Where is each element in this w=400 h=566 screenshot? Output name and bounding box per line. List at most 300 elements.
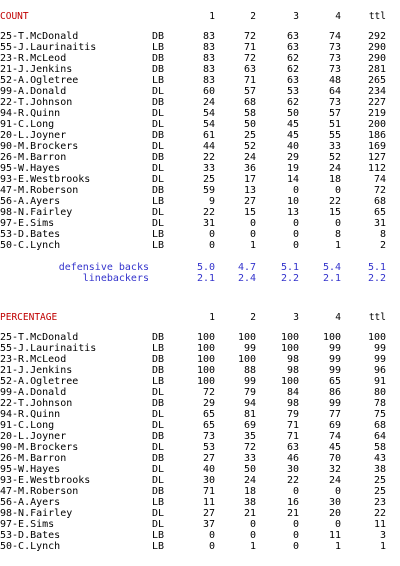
cell-value: 40 (202, 464, 215, 475)
cell-value: 24 (202, 97, 215, 108)
player-name: 90-M.Brockers (0, 141, 79, 152)
cell-value: 50 (243, 119, 256, 130)
cell-value: 100 (237, 354, 256, 365)
position: DL (152, 475, 165, 486)
cell-value: 71 (202, 486, 215, 497)
table-row (0, 64, 400, 75)
cell-value: 30 (286, 464, 299, 475)
cell-value: 265 (367, 75, 386, 86)
cell-value: 72 (243, 31, 256, 42)
cell-value: 15 (328, 207, 341, 218)
cell-value: 99 (373, 343, 386, 354)
cell-value: 0 (292, 218, 299, 229)
player-name: 25-T.McDonald (0, 332, 79, 343)
cell-value: 0 (208, 530, 215, 541)
position: DL (152, 163, 165, 174)
player-name: 99-A.Donald (0, 86, 67, 97)
cell-value: 71 (243, 42, 256, 53)
player-name: 26-M.Barron (0, 152, 67, 163)
table-row (0, 497, 400, 508)
position: LB (152, 376, 165, 387)
cell-value: 40 (286, 141, 299, 152)
position: DL (152, 218, 165, 229)
cell-value: 0 (249, 530, 256, 541)
cell-value: 22 (202, 207, 215, 218)
cell-value: 71 (243, 75, 256, 86)
cell-value: 83 (202, 31, 215, 42)
player-name: 50-C.Lynch (0, 240, 61, 251)
cell-value: 45 (286, 119, 299, 130)
cell-value: 8 (379, 229, 386, 240)
cell-value: 9 (208, 196, 215, 207)
cell-value: 0 (249, 218, 256, 229)
cell-value: 71 (286, 431, 299, 442)
cell-value: 23 (373, 497, 386, 508)
position: LB (152, 497, 165, 508)
cell-value: 54 (202, 119, 215, 130)
table-row (0, 365, 400, 376)
cell-value: 0 (292, 185, 299, 196)
cell-value: 73 (328, 53, 341, 64)
player-name: 98-N.Fairley (0, 508, 73, 519)
cell-value: 18 (243, 486, 256, 497)
player-name: 20-L.Joyner (0, 130, 67, 141)
position: LB (152, 229, 165, 240)
table-row (0, 343, 400, 354)
cell-value: 2 (379, 240, 386, 251)
position: DB (152, 365, 165, 376)
cell-value: 38 (243, 497, 256, 508)
cell-value: 65 (328, 376, 341, 387)
cell-value: 53 (202, 442, 215, 453)
table-row (0, 119, 400, 130)
position: DB (152, 130, 165, 141)
cell-value: 33 (243, 453, 256, 464)
cell-value: 83 (202, 64, 215, 75)
cell-value: 0 (208, 229, 215, 240)
cell-value: 24 (243, 475, 256, 486)
player-name: 22-T.Johnson (0, 398, 73, 409)
cell-value: 0 (292, 486, 299, 497)
cell-value: 84 (286, 387, 299, 398)
cell-value: 74 (373, 174, 386, 185)
player-name: 25-T.McDonald (0, 31, 79, 42)
cell-value: 30 (202, 475, 215, 486)
cell-value: 38 (373, 464, 386, 475)
cell-value: 68 (373, 420, 386, 431)
cell-value: 65 (202, 420, 215, 431)
table-row (0, 31, 400, 42)
cell-value: 234 (367, 86, 386, 97)
cell-value: 61 (202, 130, 215, 141)
player-name: 23-R.McLeod (0, 53, 67, 64)
cell-value: 57 (243, 86, 256, 97)
position: LB (152, 530, 165, 541)
column-header: 4 (335, 312, 341, 323)
average-value: 2.1 (322, 273, 341, 284)
table-row (0, 453, 400, 464)
player-name: 55-J.Laurinaitis (0, 42, 97, 53)
cell-value: 98 (286, 365, 299, 376)
cell-value: 72 (243, 53, 256, 64)
cell-value: 99 (328, 398, 341, 409)
table-row (0, 376, 400, 387)
cell-value: 68 (243, 97, 256, 108)
table-row (0, 486, 400, 497)
table-row (0, 464, 400, 475)
cell-value: 11 (328, 530, 341, 541)
cell-value: 100 (367, 332, 386, 343)
cell-value: 83 (202, 75, 215, 86)
cell-value: 0 (292, 240, 299, 251)
cell-value: 52 (243, 141, 256, 152)
cell-value: 1 (249, 541, 256, 552)
average-value: 5.1 (367, 262, 386, 273)
cell-value: 63 (243, 64, 256, 75)
player-name: 99-A.Donald (0, 387, 67, 398)
average-value: 2.2 (367, 273, 386, 284)
position: DB (152, 152, 165, 163)
cell-value: 0 (334, 185, 341, 196)
cell-value: 22 (328, 196, 341, 207)
cell-value: 68 (373, 196, 386, 207)
player-name: 93-E.Westbrooks (0, 174, 91, 185)
position: DB (152, 431, 165, 442)
cell-value: 27 (202, 453, 215, 464)
cell-value: 1 (334, 240, 341, 251)
table-row (0, 240, 400, 251)
cell-value: 8 (334, 229, 341, 240)
cell-value: 29 (286, 152, 299, 163)
cell-value: 22 (373, 508, 386, 519)
cell-value: 16 (286, 497, 299, 508)
cell-value: 57 (328, 108, 341, 119)
cell-value: 33 (328, 141, 341, 152)
percentage-title: PERCENTAGE (0, 312, 58, 323)
cell-value: 99 (328, 354, 341, 365)
cell-value: 44 (202, 141, 215, 152)
cell-value: 43 (373, 453, 386, 464)
cell-value: 18 (328, 174, 341, 185)
table-row (0, 174, 400, 185)
cell-value: 31 (373, 218, 386, 229)
position: LB (152, 240, 165, 251)
count-title: COUNT (0, 11, 29, 22)
count-header (0, 10, 400, 23)
cell-value: 0 (292, 229, 299, 240)
table-row (0, 541, 400, 552)
player-name: 21-J.Jenkins (0, 64, 73, 75)
cell-value: 10 (286, 196, 299, 207)
cell-value: 91 (373, 376, 386, 387)
table-row (0, 141, 400, 152)
cell-value: 81 (243, 409, 256, 420)
cell-value: 45 (286, 130, 299, 141)
position: DB (152, 53, 165, 64)
table-row (0, 75, 400, 86)
cell-value: 100 (237, 332, 256, 343)
cell-value: 1 (249, 240, 256, 251)
cell-value: 100 (196, 343, 215, 354)
player-name: 53-D.Bates (0, 530, 61, 541)
cell-value: 100 (280, 376, 299, 387)
position: DB (152, 486, 165, 497)
cell-value: 112 (367, 163, 386, 174)
position: DB (152, 354, 165, 365)
cell-value: 99 (243, 343, 256, 354)
cell-value: 99 (328, 365, 341, 376)
cell-value: 62 (286, 53, 299, 64)
cell-value: 54 (202, 108, 215, 119)
cell-value: 70 (328, 453, 341, 464)
cell-value: 73 (328, 64, 341, 75)
cell-value: 33 (202, 163, 215, 174)
cell-value: 100 (280, 343, 299, 354)
player-name: 91-C.Long (0, 420, 55, 431)
table-row (0, 97, 400, 108)
average-value: 4.7 (237, 262, 256, 273)
player-name: 47-M.Roberson (0, 185, 79, 196)
cell-value: 51 (328, 119, 341, 130)
cell-value: 58 (373, 442, 386, 453)
cell-value: 72 (243, 442, 256, 453)
table-row (0, 332, 400, 343)
cell-value: 0 (292, 519, 299, 530)
position: DB (152, 185, 165, 196)
player-name: 90-M.Brockers (0, 442, 79, 453)
position: DB (152, 332, 165, 343)
position: DL (152, 86, 165, 97)
cell-value: 88 (243, 365, 256, 376)
cell-value: 98 (286, 398, 299, 409)
position: DB (152, 453, 165, 464)
cell-value: 73 (328, 42, 341, 53)
cell-value: 72 (202, 387, 215, 398)
cell-value: 0 (208, 541, 215, 552)
cell-value: 21 (243, 508, 256, 519)
cell-value: 27 (202, 508, 215, 519)
cell-value: 59 (202, 185, 215, 196)
table-row (0, 130, 400, 141)
average-value: 5.1 (280, 262, 299, 273)
cell-value: 1 (334, 541, 341, 552)
position: LB (152, 541, 165, 552)
cell-value: 100 (196, 365, 215, 376)
cell-value: 100 (196, 354, 215, 365)
player-name: 91-C.Long (0, 119, 55, 130)
cell-value: 14 (286, 174, 299, 185)
cell-value: 74 (328, 31, 341, 42)
cell-value: 24 (328, 163, 341, 174)
cell-value: 72 (373, 185, 386, 196)
cell-value: 30 (328, 497, 341, 508)
player-name: 97-E.Sims (0, 519, 55, 530)
player-name: 56-A.Ayers (0, 497, 61, 508)
average-value: 2.2 (280, 273, 299, 284)
cell-value: 36 (243, 163, 256, 174)
cell-value: 31 (202, 218, 215, 229)
cell-value: 73 (328, 97, 341, 108)
cell-value: 29 (202, 398, 215, 409)
cell-value: 127 (367, 152, 386, 163)
column-header: 1 (209, 11, 215, 22)
player-name: 53-D.Bates (0, 229, 61, 240)
position: DB (152, 31, 165, 42)
cell-value: 64 (373, 431, 386, 442)
cell-value: 69 (328, 420, 341, 431)
cell-value: 13 (286, 207, 299, 218)
table-row (0, 409, 400, 420)
table-row (0, 387, 400, 398)
count-section (0, 10, 400, 284)
cell-value: 99 (373, 354, 386, 365)
position: DL (152, 108, 165, 119)
position: DL (152, 174, 165, 185)
cell-value: 71 (286, 420, 299, 431)
player-name: 21-J.Jenkins (0, 365, 73, 376)
column-header: ttl (368, 312, 386, 323)
cell-value: 25 (243, 130, 256, 141)
table-row (0, 86, 400, 97)
table-row (0, 53, 400, 64)
cell-value: 83 (202, 53, 215, 64)
average-row (0, 273, 400, 284)
position: DL (152, 464, 165, 475)
position: LB (152, 343, 165, 354)
position: DB (152, 398, 165, 409)
table-row (0, 229, 400, 240)
cell-value: 55 (328, 130, 341, 141)
percentage-table (0, 332, 400, 552)
cell-value: 281 (367, 64, 386, 75)
position: LB (152, 75, 165, 86)
cell-value: 98 (286, 354, 299, 365)
cell-value: 27 (243, 196, 256, 207)
average-row (0, 262, 400, 273)
position: DL (152, 119, 165, 130)
cell-value: 100 (196, 332, 215, 343)
cell-value: 79 (243, 387, 256, 398)
cell-value: 35 (243, 431, 256, 442)
cell-value: 64 (328, 86, 341, 97)
cell-value: 63 (286, 31, 299, 42)
cell-value: 0 (292, 530, 299, 541)
cell-value: 25 (202, 174, 215, 185)
cell-value: 25 (373, 475, 386, 486)
position: DL (152, 508, 165, 519)
cell-value: 20 (328, 508, 341, 519)
cell-value: 11 (202, 497, 215, 508)
position: DL (152, 141, 165, 152)
cell-value: 53 (286, 86, 299, 97)
position: DL (152, 519, 165, 530)
player-name: 52-A.Ogletree (0, 376, 79, 387)
cell-value: 0 (334, 486, 341, 497)
cell-value: 58 (243, 108, 256, 119)
player-name: 52-A.Ogletree (0, 75, 79, 86)
cell-value: 65 (373, 207, 386, 218)
cell-value: 186 (367, 130, 386, 141)
position: DB (152, 97, 165, 108)
percentage-section (0, 311, 400, 552)
cell-value: 74 (328, 431, 341, 442)
cell-value: 80 (373, 387, 386, 398)
cell-value: 19 (286, 163, 299, 174)
cell-value: 290 (367, 53, 386, 64)
cell-value: 94 (243, 398, 256, 409)
column-header: ttl (368, 11, 386, 22)
position: DL (152, 207, 165, 218)
cell-value: 50 (243, 464, 256, 475)
position: DL (152, 420, 165, 431)
cell-value: 24 (328, 475, 341, 486)
table-row (0, 42, 400, 53)
cell-value: 46 (286, 453, 299, 464)
table-row (0, 442, 400, 453)
position: DL (152, 409, 165, 420)
player-name: 93-E.Westbrooks (0, 475, 91, 486)
player-name: 47-M.Roberson (0, 486, 79, 497)
cell-value: 0 (249, 229, 256, 240)
table-row (0, 163, 400, 174)
cell-value: 1 (379, 541, 386, 552)
cell-value: 65 (202, 409, 215, 420)
table-row (0, 152, 400, 163)
table-row (0, 431, 400, 442)
cell-value: 17 (243, 174, 256, 185)
cell-value: 15 (243, 207, 256, 218)
table-row (0, 218, 400, 229)
cell-value: 0 (208, 240, 215, 251)
cell-value: 48 (328, 75, 341, 86)
group-label: defensive backs (58, 262, 149, 273)
table-row (0, 519, 400, 530)
column-header: 2 (250, 312, 256, 323)
cell-value: 100 (196, 376, 215, 387)
cell-value: 45 (328, 442, 341, 453)
table-row (0, 398, 400, 409)
cell-value: 60 (202, 86, 215, 97)
cell-value: 0 (334, 218, 341, 229)
cell-value: 83 (202, 42, 215, 53)
position: DL (152, 387, 165, 398)
cell-value: 219 (367, 108, 386, 119)
cell-value: 79 (286, 409, 299, 420)
cell-value: 290 (367, 42, 386, 53)
cell-value: 32 (328, 464, 341, 475)
cell-value: 63 (286, 442, 299, 453)
cell-value: 292 (367, 31, 386, 42)
position: DB (152, 64, 165, 75)
cell-value: 169 (367, 141, 386, 152)
table-row (0, 530, 400, 541)
cell-value: 11 (373, 519, 386, 530)
table-row (0, 354, 400, 365)
cell-value: 96 (373, 365, 386, 376)
player-name: 26-M.Barron (0, 453, 67, 464)
cell-value: 227 (367, 97, 386, 108)
table-row (0, 196, 400, 207)
player-name: 23-R.McLeod (0, 354, 67, 365)
player-name: 97-E.Sims (0, 218, 55, 229)
player-name: 22-T.Johnson (0, 97, 73, 108)
cell-value: 86 (328, 387, 341, 398)
table-row (0, 508, 400, 519)
column-header: 4 (335, 11, 341, 22)
player-name: 98-N.Fairley (0, 207, 73, 218)
cell-value: 62 (286, 97, 299, 108)
group-label: linebackers (82, 273, 149, 284)
